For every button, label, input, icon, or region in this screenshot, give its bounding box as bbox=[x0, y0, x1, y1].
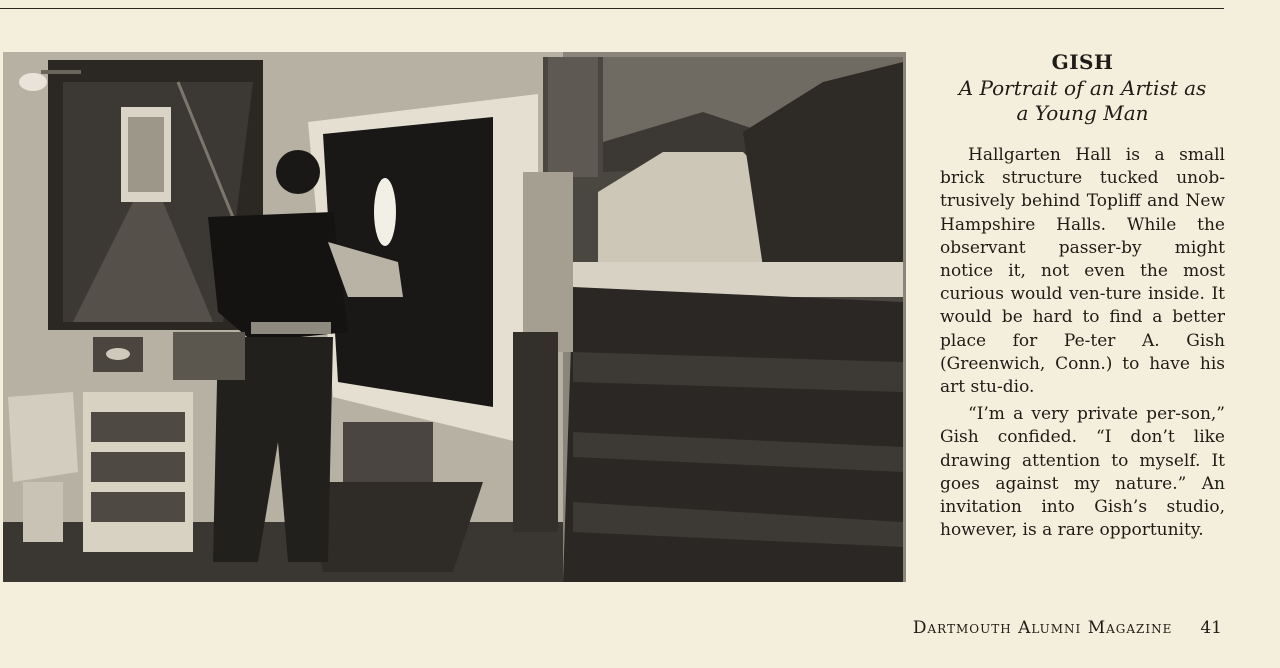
article-column bbox=[940, 50, 1225, 542]
paragraph-1: Hallgarten Hall is a small brick structure tucked unob-trusively behind Topliff and New Hampshire Halls. While the observant passer-by might notice it, not even the most curious would ven-ture inside. It would be hard to find a better place for Pe-ter A. Gish (Greenwich, Conn.) to have his art stu-dio. bbox=[940, 145, 1225, 398]
page-footer bbox=[913, 618, 1222, 638]
top-rule bbox=[0, 8, 1224, 9]
paragraph-2: “I’m a very private per-son,” Gish confided. “I don’t like drawing attention to myself. It goes against my nature.” An invitation into Gish’s studio, however, is a rare opportunity. bbox=[940, 404, 1225, 541]
publication-name: Dartmouth Alumni Magazine bbox=[912, 618, 1173, 638]
subhead bbox=[940, 76, 1225, 126]
studio-photograph bbox=[3, 52, 906, 582]
subhead-line-1: A Portrait of an Artist as bbox=[958, 76, 1207, 100]
page-number: 41 bbox=[1200, 618, 1222, 638]
subhead-line-2: a Young Man bbox=[1016, 101, 1149, 125]
headline: GISH bbox=[1051, 50, 1114, 74]
